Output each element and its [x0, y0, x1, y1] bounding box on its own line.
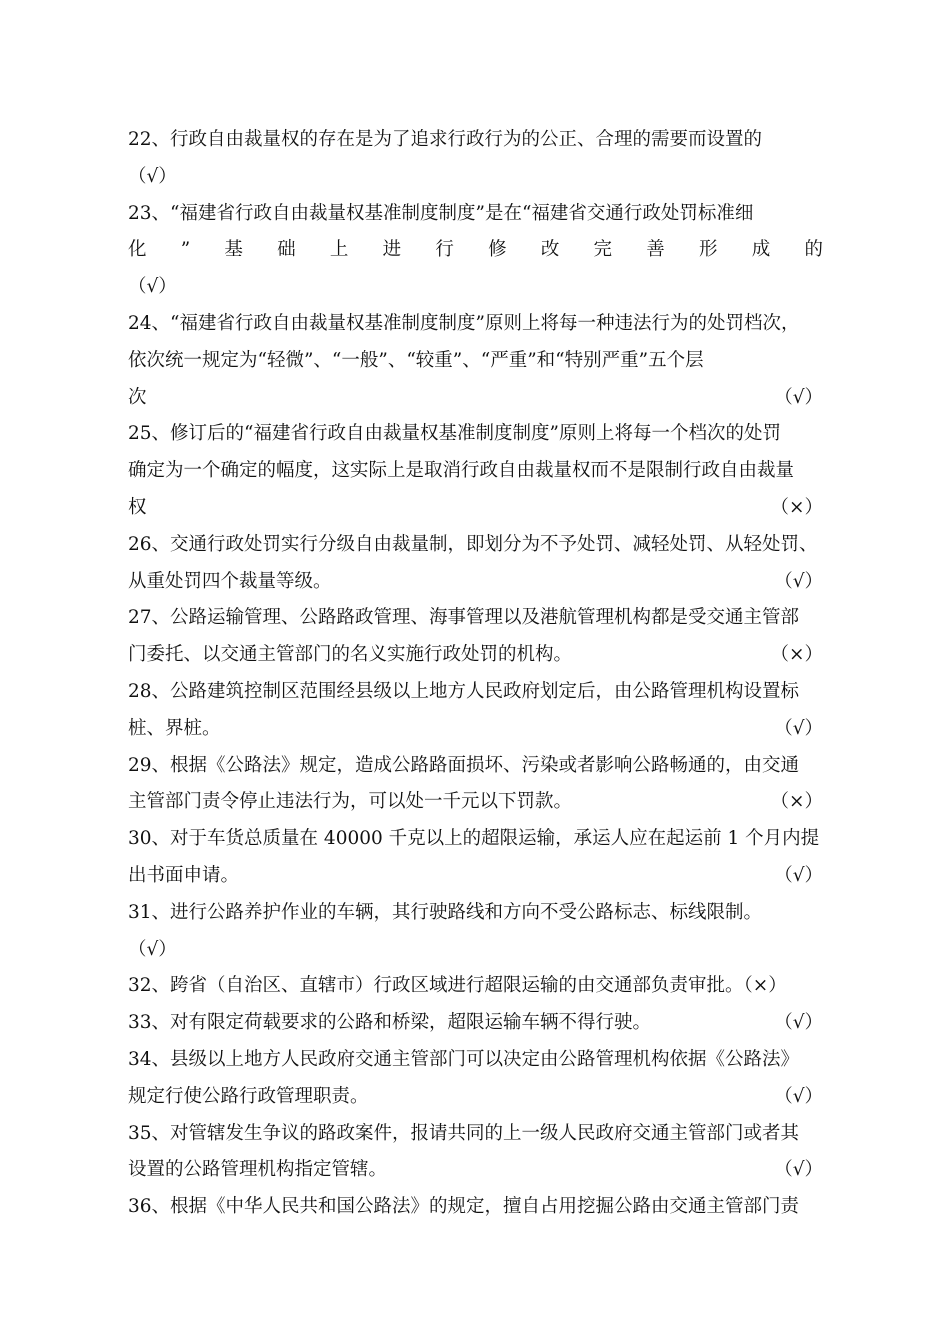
- line-text: 桩、界桩。: [128, 717, 221, 739]
- line-text: 主管部门责令停止违法行为，可以处一千元以下罚款。: [128, 791, 573, 813]
- question-line: [128, 784, 823, 821]
- question-line: [128, 821, 823, 858]
- line-text: 出书面申请。: [128, 864, 240, 886]
- line-text: 从重处罚四个裁量等级。: [128, 570, 332, 592]
- question-q33: [128, 1005, 823, 1042]
- question-line: [128, 674, 823, 711]
- line-text: 24、“福建省行政自由裁量权基准制度制度”原则上将每一种违法行为的处罚档次，: [128, 312, 800, 334]
- line-text: （√）: [128, 276, 177, 298]
- question-line: [128, 453, 823, 490]
- answer-mark: （√）: [774, 717, 823, 739]
- line-text: 规定行使公路行政管理职责。: [128, 1085, 369, 1107]
- question-line: [128, 895, 823, 932]
- question-line: [128, 380, 823, 417]
- question-line: [128, 600, 823, 637]
- answer-mark: （√）: [774, 570, 823, 592]
- question-q31: [128, 895, 823, 969]
- line-text: 权: [128, 496, 147, 518]
- question-line: [128, 343, 823, 380]
- question-line: [128, 527, 823, 564]
- line-text: 25、修订后的“福建省行政自由裁量权基准制度制度”原则上将每一个档次的处罚: [128, 423, 781, 445]
- question-line: [128, 232, 823, 269]
- question-line: [128, 269, 823, 306]
- line-text: 次: [128, 386, 147, 408]
- question-line: [128, 968, 823, 1005]
- question-q23: [128, 196, 823, 306]
- line-text: （√）: [128, 165, 177, 187]
- line-text: 依次统一规定为“轻微”、“一般”、“较重”、“严重”和“特别严重”五个层: [128, 349, 704, 371]
- line-text: （√）: [128, 938, 177, 960]
- question-q32: [128, 968, 823, 1005]
- line-text: 30、对于车货总质量在 40000 千克以上的超限运输，承运人应在起运前 1 个月内提: [128, 828, 820, 850]
- question-line: [128, 1005, 823, 1042]
- question-line: [128, 1189, 823, 1226]
- question-line: [128, 490, 823, 527]
- question-q28: [128, 674, 823, 748]
- answer-mark: （√）: [774, 864, 823, 886]
- line-text: 22、行政自由裁量权的存在是为了追求行政行为的公正、合理的需要而设置的: [128, 129, 763, 150]
- line-text: 确定为一个确定的幅度，这实际上是取消行政自由裁量权而不是限制行政自由裁量: [128, 460, 795, 482]
- line-text: 23、“福建省行政自由裁量权基准制度制度”是在“福建省交通行政处罚标准细: [128, 202, 754, 224]
- line-text: 门委托、以交通主管部门的名义实施行政处罚的机构。: [128, 644, 573, 666]
- question-line: [128, 711, 823, 748]
- line-text: 36、根据《中华人民共和国公路法》的规定，擅自占用挖掘公路由交通主管部门责: [128, 1196, 800, 1218]
- question-q26: [128, 527, 823, 601]
- question-line: [128, 932, 823, 969]
- question-line: [128, 637, 823, 674]
- question-q27: [128, 600, 823, 674]
- question-q36: [128, 1189, 823, 1226]
- question-line: [128, 564, 823, 601]
- question-q24: [128, 306, 823, 416]
- question-q35: [128, 1116, 823, 1190]
- line-text: 34、县级以上地方人民政府交通主管部门可以决定由公路管理机构依据《公路法》: [128, 1048, 800, 1070]
- answer-mark: （×）: [770, 496, 823, 518]
- question-line: [128, 1079, 823, 1116]
- question-line: [128, 748, 823, 785]
- question-line: [128, 159, 823, 196]
- answer-mark: （√）: [774, 386, 823, 408]
- question-line: [128, 416, 823, 453]
- question-q29: [128, 748, 823, 822]
- answer-mark: （√）: [774, 1159, 823, 1181]
- line-text: 31、进行公路养护作业的车辆，其行驶路线和方向不受公路标志、标线限制。: [128, 901, 763, 923]
- line-text: 32、跨省（自治区、直辖市）行政区域进行超限运输的由交通部负责审批。（×）: [128, 975, 787, 997]
- answer-mark: （√）: [774, 1085, 823, 1107]
- question-q22: [128, 122, 823, 196]
- line-text: 26、交通行政处罚实行分级自由裁量制，即划分为不予处罚、减轻处罚、从轻处罚、: [128, 533, 818, 555]
- line-text: 28、公路建筑控制区范围经县级以上地方人民政府划定后，由公路管理机构设置标: [128, 680, 800, 702]
- answer-mark: （×）: [770, 644, 823, 666]
- answer-mark: （×）: [770, 791, 823, 813]
- line-text: 35、对管辖发生争议的路政案件，报请共同的上一级人民政府交通主管部门或者其: [128, 1122, 800, 1144]
- question-q30: [128, 821, 823, 895]
- question-line: [128, 1116, 823, 1153]
- line-text: 33、对有限定荷载要求的公路和桥梁，超限运输车辆不得行驶。: [128, 1012, 652, 1034]
- question-line: [128, 858, 823, 895]
- question-q25: [128, 416, 823, 526]
- answer-mark: （√）: [774, 1012, 823, 1034]
- line-text: 27、公路运输管理、公路路政管理、海事管理以及港航管理机构都是受交通主管部: [128, 607, 800, 629]
- question-line: [128, 1152, 823, 1189]
- line-text: 化 ” 基 础 上 进 行 修 改 完 善 形 成 的: [128, 239, 823, 261]
- line-text: 设置的公路管理机构指定管辖。: [128, 1159, 388, 1181]
- question-q34: [128, 1042, 823, 1116]
- question-line: [128, 196, 823, 233]
- question-line: [128, 1042, 823, 1079]
- question-line: [128, 122, 823, 159]
- question-line: [128, 306, 823, 343]
- line-text: 29、根据《公路法》规定，造成公路路面损坏、污染或者影响公路畅通的，由交通: [128, 754, 800, 776]
